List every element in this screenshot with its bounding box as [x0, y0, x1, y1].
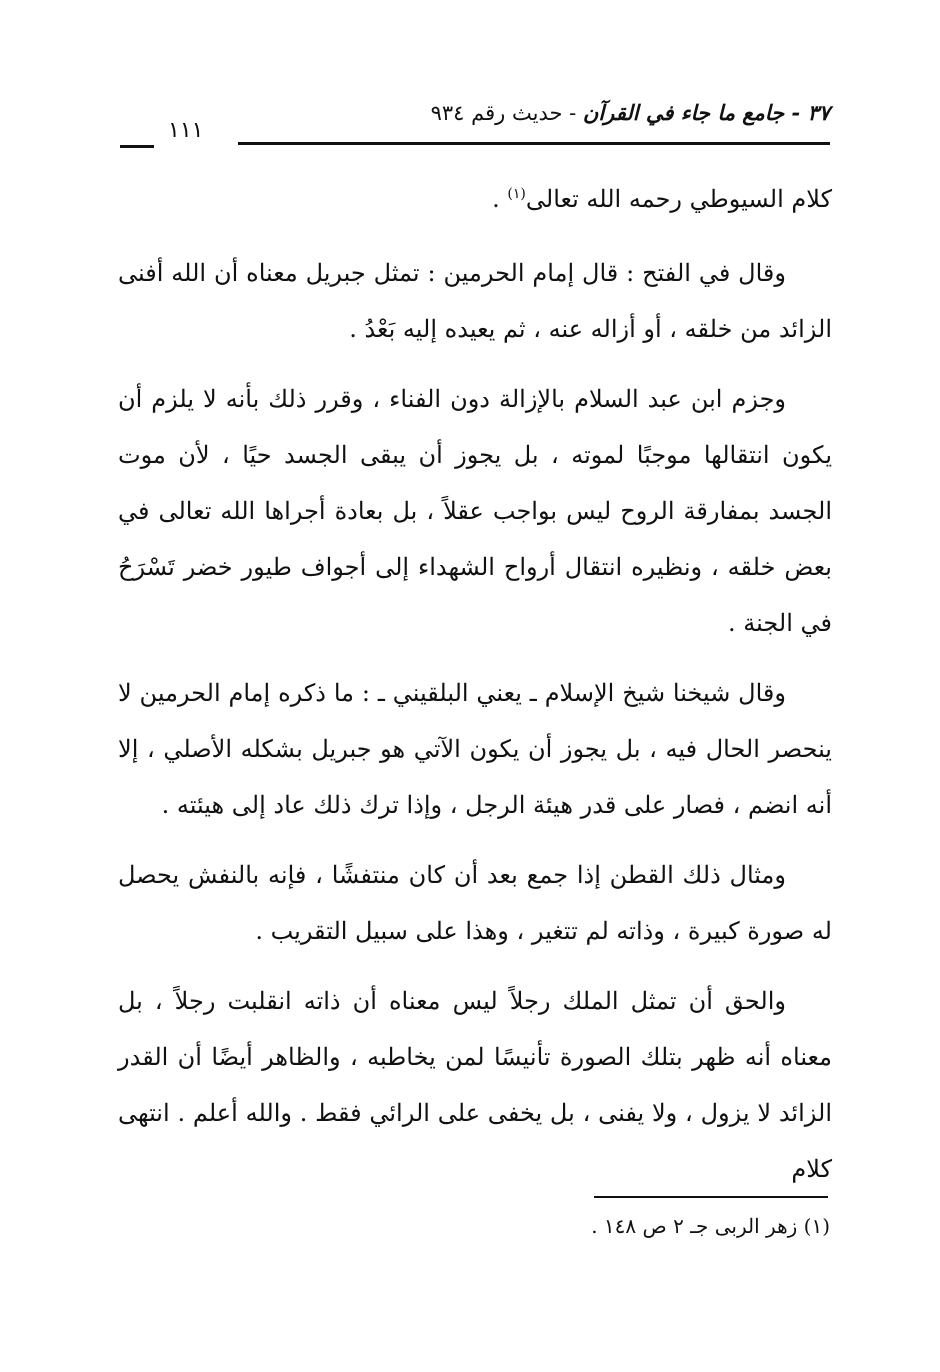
- main-text: [118, 166, 832, 1211]
- hadith-reference: - حديث رقم ٩٣٤: [430, 101, 583, 125]
- paragraph-tail: .: [492, 185, 508, 213]
- page-number: ١١١: [168, 118, 204, 143]
- paragraph: والحق أن تمثل الملك رجلاً ليس معناه أن ذاته انقلبت رجلاً ، بل معناه أنه ظهر بتلك الصورة تأنيسًا لمن يخاطبه ، والظاهر أيضًا أن القدر الزائد لا يزول ، ولا يفنى ، بل يخفى على الرائي فقط . والله أعلم . انتهى كلام: [118, 987, 832, 1183]
- paragraph: [118, 166, 832, 227]
- footnote-marker: (١): [507, 186, 526, 202]
- chapter-title: ٣٧ - جامع ما جاء في القرآن: [582, 100, 830, 125]
- paragraph-text: كلام السيوطي رحمه الله تعالى: [525, 185, 832, 213]
- footnote-separator: [594, 1196, 828, 1198]
- running-title: [431, 100, 830, 125]
- page-header: [120, 94, 830, 154]
- footnote: (١) زهر الربى جـ ٢ ص ١٤٨ .: [591, 1214, 830, 1238]
- paragraph: وقال في الفتح : قال إمام الحرمين : تمثل جبريل معناه أن الله أفنى الزائد من خلقه ، أو أزاله عنه ، ثم يعيده إليه بَعْدُ .: [118, 259, 832, 343]
- paragraph: وقال شيخنا شيخ الإسلام ـ يعني البلقيني ـ : ما ذكره إمام الحرمين لا ينحصر الحال فيه ، بل يجوز أن يكون الآتي هو جبريل بشكله الأصلي ، إلا أنه انضم ، فصار على قدر هيئة الرجل ، وإذا ترك ذلك عاد إلى هيئته .: [118, 679, 832, 819]
- header-rule: [238, 142, 830, 145]
- paragraph: ومثال ذلك القطن إذا جمع بعد أن كان منتفشًا ، فإنه بالنفش يحصل له صورة كبيرة ، وذاته لم تتغير ، وهذا على سبيل التقريب .: [118, 861, 832, 945]
- paragraph: وجزم ابن عبد السلام بالإزالة دون الفناء ، وقرر ذلك بأنه لا يلزم أن يكون انتقالها موجبًا لموته ، بل يجوز أن يبقى الجسد حيًا ، لأن موت الجسد بمفارقة الروح ليس بواجب عقلاً ، بل بعادة أجراها الله تعالى في بعض خلقه ، ونظيره انتقال أرواح الشهداء إلى أجواف طيور خضر تَسْرَحُ في الجنة .: [118, 385, 832, 637]
- page-number-rule: [120, 145, 154, 148]
